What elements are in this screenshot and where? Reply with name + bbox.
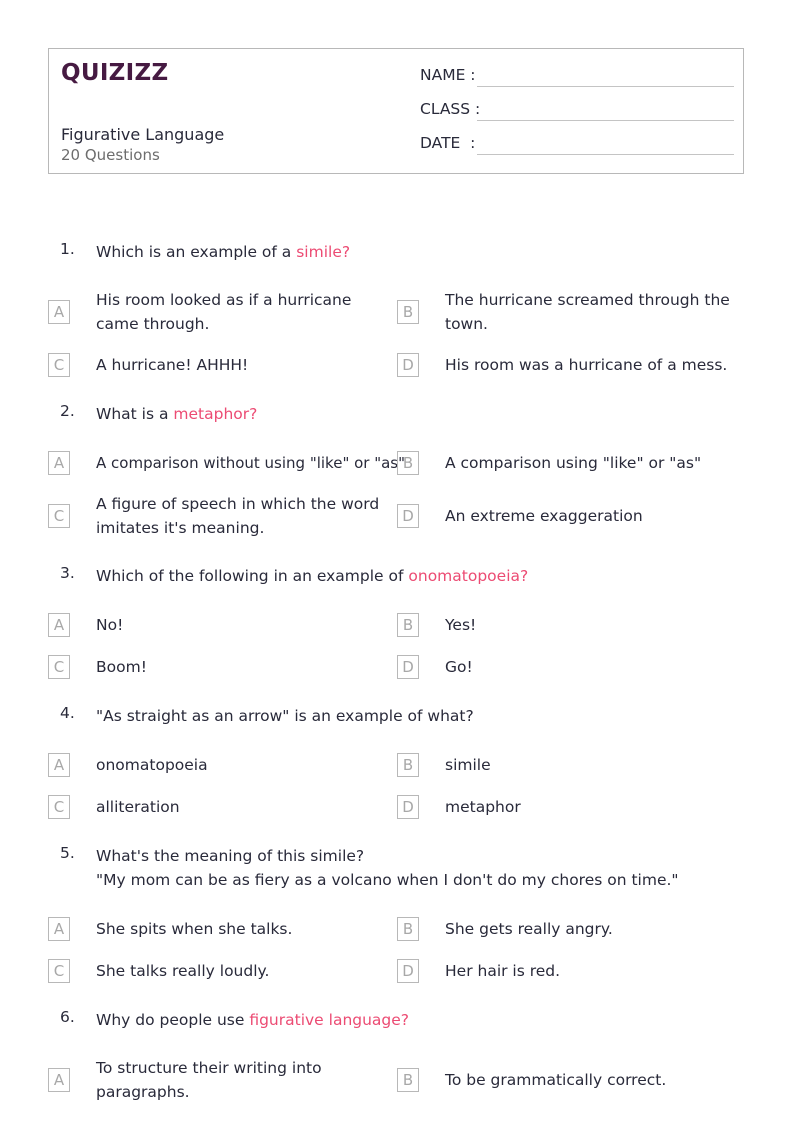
option-letter-box[interactable]: A bbox=[48, 1068, 70, 1092]
option-text: Boom! bbox=[96, 658, 147, 676]
option-text: To be grammatically correct. bbox=[445, 1071, 667, 1089]
option-letter-box[interactable]: C bbox=[48, 795, 70, 819]
question-number: 1. bbox=[60, 240, 75, 258]
option-text: simile bbox=[445, 756, 491, 774]
option-letter-box[interactable]: D bbox=[397, 959, 419, 983]
option-letter-box[interactable]: C bbox=[48, 959, 70, 983]
option-text: metaphor bbox=[445, 798, 521, 816]
question-number: 6. bbox=[60, 1008, 75, 1026]
option-text: Her hair is red. bbox=[445, 962, 561, 980]
question-highlight: simile? bbox=[296, 243, 351, 261]
option-text: His room was a hurricane of a mess. bbox=[445, 356, 728, 374]
option-text: No! bbox=[96, 616, 124, 634]
question-text bbox=[96, 402, 257, 426]
question-text bbox=[96, 1008, 409, 1032]
question-prefix: Which is an example of a bbox=[96, 243, 297, 261]
quizizz-logo: QUIZIZZ bbox=[61, 60, 169, 86]
option-text: Go! bbox=[445, 658, 473, 676]
name-line[interactable] bbox=[477, 86, 734, 87]
question-number: 3. bbox=[60, 564, 75, 582]
question-highlight: onomatopoeia? bbox=[408, 567, 529, 585]
question-highlight: figurative language? bbox=[249, 1011, 410, 1029]
class-line[interactable] bbox=[477, 120, 734, 121]
option-text: A comparison using "like" or "as" bbox=[445, 454, 702, 472]
option-text: The hurricane screamed through the town. bbox=[445, 291, 730, 333]
option-text: A comparison without using "like" or "as" bbox=[96, 454, 406, 472]
option-text: An extreme exaggeration bbox=[445, 507, 643, 525]
option-letter-box[interactable]: B bbox=[397, 1068, 419, 1092]
question-number: 2. bbox=[60, 402, 75, 420]
class-label: CLASS : bbox=[420, 100, 481, 118]
option-text: A hurricane! AHHH! bbox=[96, 356, 249, 374]
question-prefix: Which of the following in an example of bbox=[96, 567, 409, 585]
question-text bbox=[96, 240, 350, 264]
option-letter-box[interactable]: B bbox=[397, 300, 419, 324]
option-letter-box[interactable]: D bbox=[397, 795, 419, 819]
date-field[interactable] bbox=[420, 134, 734, 158]
option-letter-box[interactable]: A bbox=[48, 753, 70, 777]
class-field[interactable] bbox=[420, 100, 734, 124]
worksheet-title: Figurative Language bbox=[61, 125, 225, 144]
option-text: onomatopoeia bbox=[96, 756, 208, 774]
name-label: NAME : bbox=[420, 66, 476, 84]
option-letter-box[interactable]: A bbox=[48, 451, 70, 475]
question-count: 20 Questions bbox=[61, 146, 160, 164]
option-letter-box[interactable]: C bbox=[48, 353, 70, 377]
option-letter-box[interactable]: D bbox=[397, 655, 419, 679]
date-label: DATE : bbox=[420, 134, 476, 152]
question-number: 5. bbox=[60, 844, 75, 862]
question-prefix: What is a bbox=[96, 405, 174, 423]
option-letter-box[interactable]: B bbox=[397, 613, 419, 637]
option-text: Yes! bbox=[445, 616, 477, 634]
question-prefix: What's the meaning of this simile? bbox=[96, 847, 365, 865]
question-highlight: metaphor? bbox=[173, 405, 258, 423]
option-letter-box[interactable]: A bbox=[48, 300, 70, 324]
option-text: A figure of speech in which the word imitates it's meaning. bbox=[96, 495, 380, 537]
question-number: 4. bbox=[60, 704, 75, 722]
option-text: She talks really loudly. bbox=[96, 962, 270, 980]
option-letter-box[interactable]: B bbox=[397, 753, 419, 777]
option-text: alliteration bbox=[96, 798, 180, 816]
name-field[interactable] bbox=[420, 66, 734, 90]
option-text: She spits when she talks. bbox=[96, 920, 293, 938]
option-letter-box[interactable]: C bbox=[48, 504, 70, 528]
question-prefix: Why do people use bbox=[96, 1011, 250, 1029]
option-text: To structure their writing into paragraphs. bbox=[96, 1059, 322, 1101]
option-letter-box[interactable]: C bbox=[48, 655, 70, 679]
option-letter-box[interactable]: B bbox=[397, 917, 419, 941]
option-letter-box[interactable]: A bbox=[48, 613, 70, 637]
option-letter-box[interactable]: B bbox=[397, 451, 419, 475]
option-letter-box[interactable]: D bbox=[397, 353, 419, 377]
option-text: She gets really angry. bbox=[445, 920, 613, 938]
option-letter-box[interactable]: D bbox=[397, 504, 419, 528]
question-text bbox=[96, 564, 528, 588]
question-quote: "My mom can be as fiery as a volcano when I don't do my chores on time." bbox=[96, 871, 679, 889]
option-letter-box[interactable]: A bbox=[48, 917, 70, 941]
question-text: "As straight as an arrow" is an example of what? bbox=[96, 707, 474, 725]
date-line[interactable] bbox=[477, 154, 734, 155]
worksheet-header bbox=[48, 48, 744, 174]
option-text: His room looked as if a hurricane came through. bbox=[96, 291, 352, 333]
question-text bbox=[96, 844, 756, 892]
